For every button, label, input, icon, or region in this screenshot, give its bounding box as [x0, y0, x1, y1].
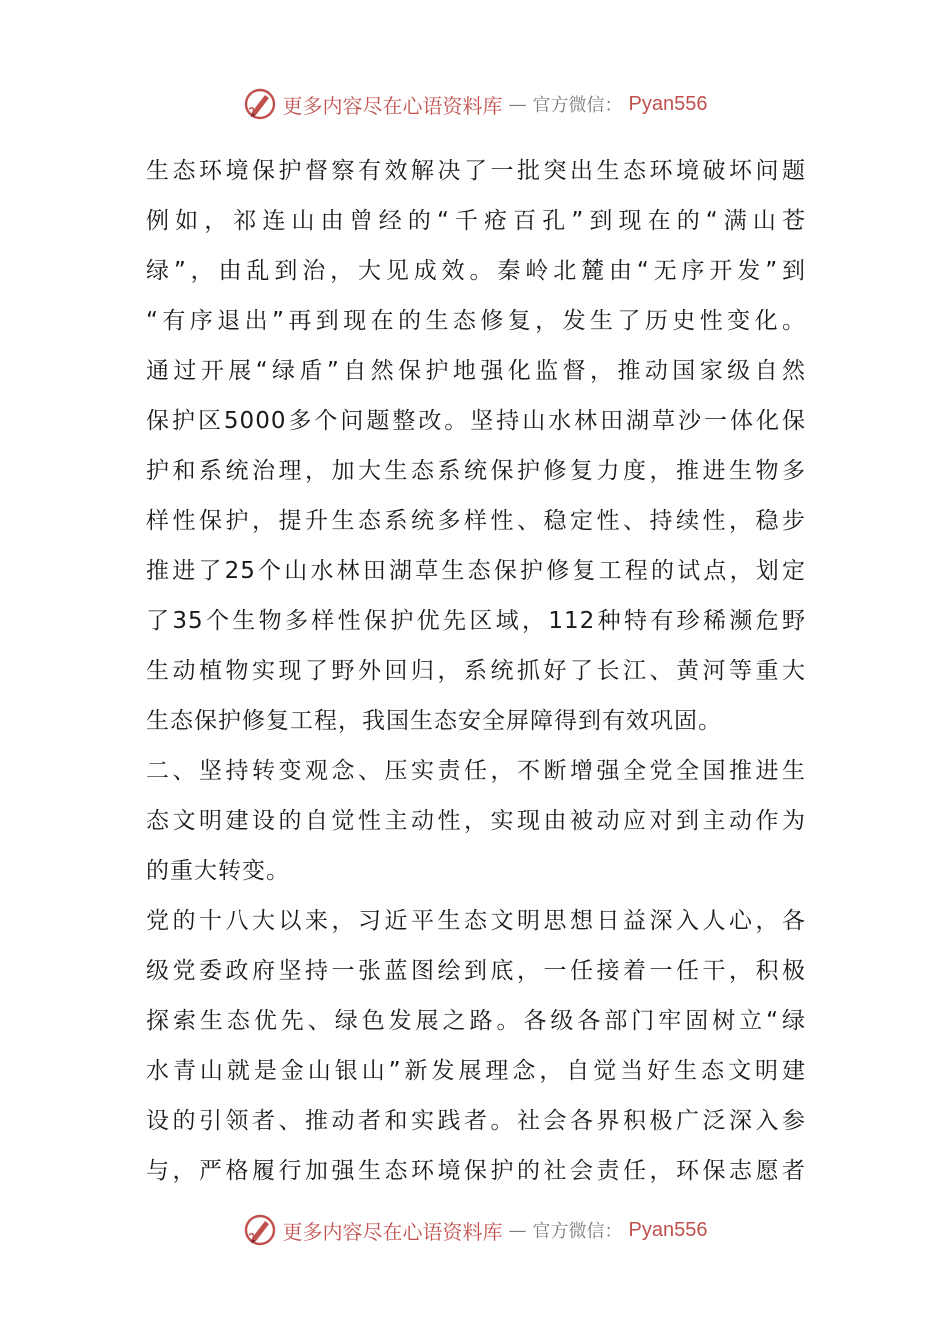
text-line: 保护区5000多个问题整改。坚持山水林田湖草沙一体化保	[146, 408, 806, 434]
header-dash: —	[508, 93, 527, 115]
footer-banner-inner	[243, 1213, 708, 1247]
text-line: 生动植物实现了野外回归，系统抓好了长江、黄河等重大	[146, 658, 806, 684]
text-line: 生态环境保护督察有效解决了一批突出生态环境破坏问题	[146, 158, 806, 184]
text-line: 设的引领者、推动者和实践者。社会各界积极广泛深入参	[146, 1108, 806, 1134]
header-brand: 更多内容尽在心语资料库	[282, 93, 503, 118]
footer-brand: 更多内容尽在心语资料库	[282, 1219, 503, 1244]
text-line: 探索生态优先、绿色发展之路。各级各部门牢固树立“绿	[146, 1008, 806, 1034]
pen-logo-icon	[243, 1213, 277, 1247]
text-line: 水青山就是金山银山”新发展理念，自觉当好生态文明建	[146, 1058, 806, 1084]
text-line: 了35个生物多样性保护优先区域，112种特有珍稀濒危野	[146, 608, 806, 634]
document-body	[146, 146, 806, 1196]
header-wechat-id: Pyan556	[628, 92, 708, 115]
text-line: 样性保护，提升生态系统多样性、稳定性、持续性，稳步	[146, 508, 806, 534]
footer-banner	[0, 1210, 950, 1250]
text-line: 推进了25个山水林田湖草生态保护修复工程的试点，划定	[146, 558, 806, 584]
text-line: “有序退出”再到现在的生态修复，发生了历史性变化。	[146, 308, 806, 334]
text-line: 绿”，由乱到治，大见成效。秦岭北麓由“无序开发”到	[146, 258, 806, 284]
section-heading-line: 态文明建设的自觉性主动性，实现由被动应对到主动作为	[146, 808, 806, 834]
section-heading-line: 二、坚持转变观念、压实责任，不断增强全党全国推进生	[146, 758, 806, 784]
pen-logo-icon	[243, 87, 277, 121]
section-heading-line: 的重大转变。	[146, 858, 290, 884]
header-official: 官方微信：	[532, 95, 623, 116]
header-banner-inner	[243, 87, 708, 121]
text-line: 护和系统治理，加大生态系统保护修复力度，推进生物多	[146, 458, 806, 484]
text-line: 生态保护修复工程，我国生态安全屏障得到有效巩固。	[146, 708, 722, 734]
text-line: 与，严格履行加强生态环境保护的社会责任，环保志愿者	[146, 1158, 806, 1184]
footer-dash: —	[508, 1219, 527, 1241]
footer-official: 官方微信：	[532, 1221, 623, 1242]
text-line: 通过开展“绿盾”自然保护地强化监督，推动国家级自然	[146, 358, 806, 384]
text-line: 级党委政府坚持一张蓝图绘到底，一任接着一任干，积极	[146, 958, 806, 984]
header-banner	[0, 84, 950, 124]
text-line: 党的十八大以来，习近平生态文明思想日益深入人心，各	[146, 908, 806, 934]
footer-wechat-id: Pyan556	[628, 1218, 708, 1241]
text-line: 例如，祁连山由曾经的“千疮百孔”到现在的“满山苍	[146, 208, 806, 234]
